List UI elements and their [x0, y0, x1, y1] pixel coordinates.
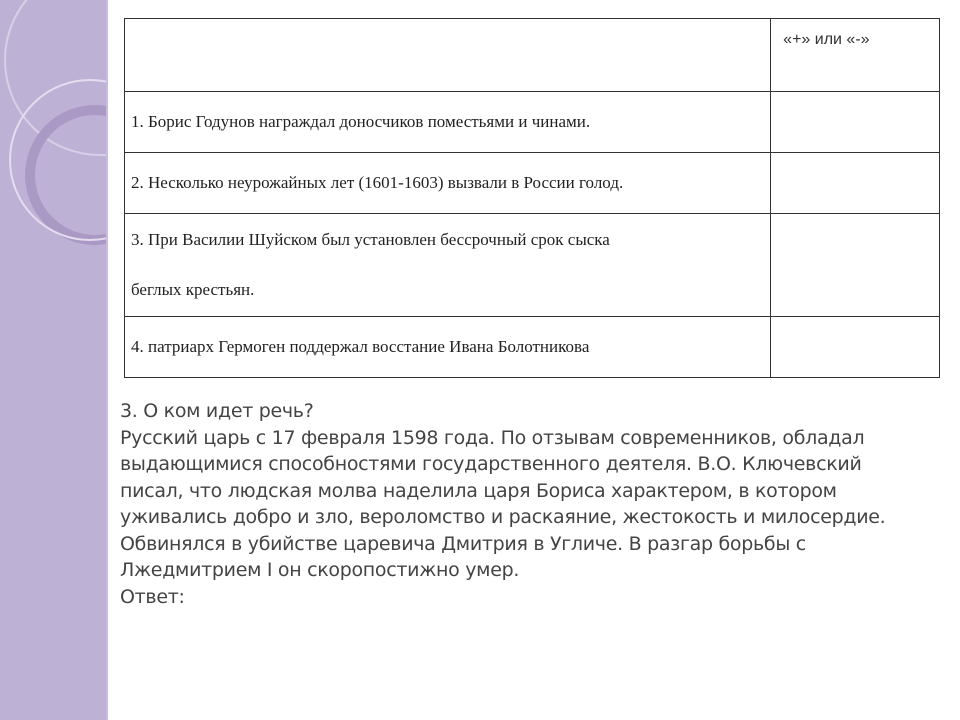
statement-cell: 1. Борис Годунов награждал доносчиков поместьями и чинами.: [125, 92, 771, 153]
decorative-side-band: [0, 0, 106, 720]
table-row: [125, 92, 940, 153]
table-row: [125, 317, 940, 378]
decorative-circles: [0, 0, 106, 720]
mark-input-cell[interactable]: [771, 214, 940, 317]
statement-line-1: 3. При Василии Шуйском был установлен бессрочный срок сыска: [131, 230, 610, 249]
statements-table: [124, 18, 940, 378]
answer-label: Ответ:: [120, 585, 185, 608]
mark-input-cell[interactable]: [771, 317, 940, 378]
table-row: [125, 153, 940, 214]
statement-cell: 4. патриарх Гермоген поддержал восстание Ивана Болотникова: [125, 317, 771, 378]
question-line: писал, что людская молва наделила царя Бориса характером, в котором: [120, 479, 837, 502]
question-line: Обвинялся в убийстве царевича Дмитрия в Угличе. В разгар борьбы с: [120, 532, 806, 555]
header-empty-cell: [125, 19, 771, 92]
side-divider: [106, 0, 108, 720]
table-header-row: [125, 19, 940, 92]
question-title: 3. О ком идет речь?: [120, 400, 314, 422]
question-line: Русский царь с 17 февраля 1598 года. По отзывам современников, обладал: [120, 426, 865, 449]
mark-input-cell[interactable]: [771, 92, 940, 153]
question-line: выдающимися способностями государственного деятеля. В.О. Ключевский: [120, 453, 862, 475]
statement-cell: [125, 214, 771, 317]
question-line: уживались добро и зло, вероломство и раскаяние, жестокость и милосердие.: [120, 506, 886, 528]
header-mark-label: «+» или «-»: [783, 31, 870, 48]
mark-input-cell[interactable]: [771, 153, 940, 214]
header-mark-cell: [771, 19, 940, 92]
table-row: [125, 214, 940, 317]
statement-cell: 2. Несколько неурожайных лет (1601-1603) вызвали в России голод.: [125, 153, 771, 214]
statement-line-2: беглых крестьян.: [131, 280, 255, 299]
question-line: Лжедмитрием I он скоропостижно умер.: [120, 559, 520, 581]
question-block: [120, 398, 940, 610]
